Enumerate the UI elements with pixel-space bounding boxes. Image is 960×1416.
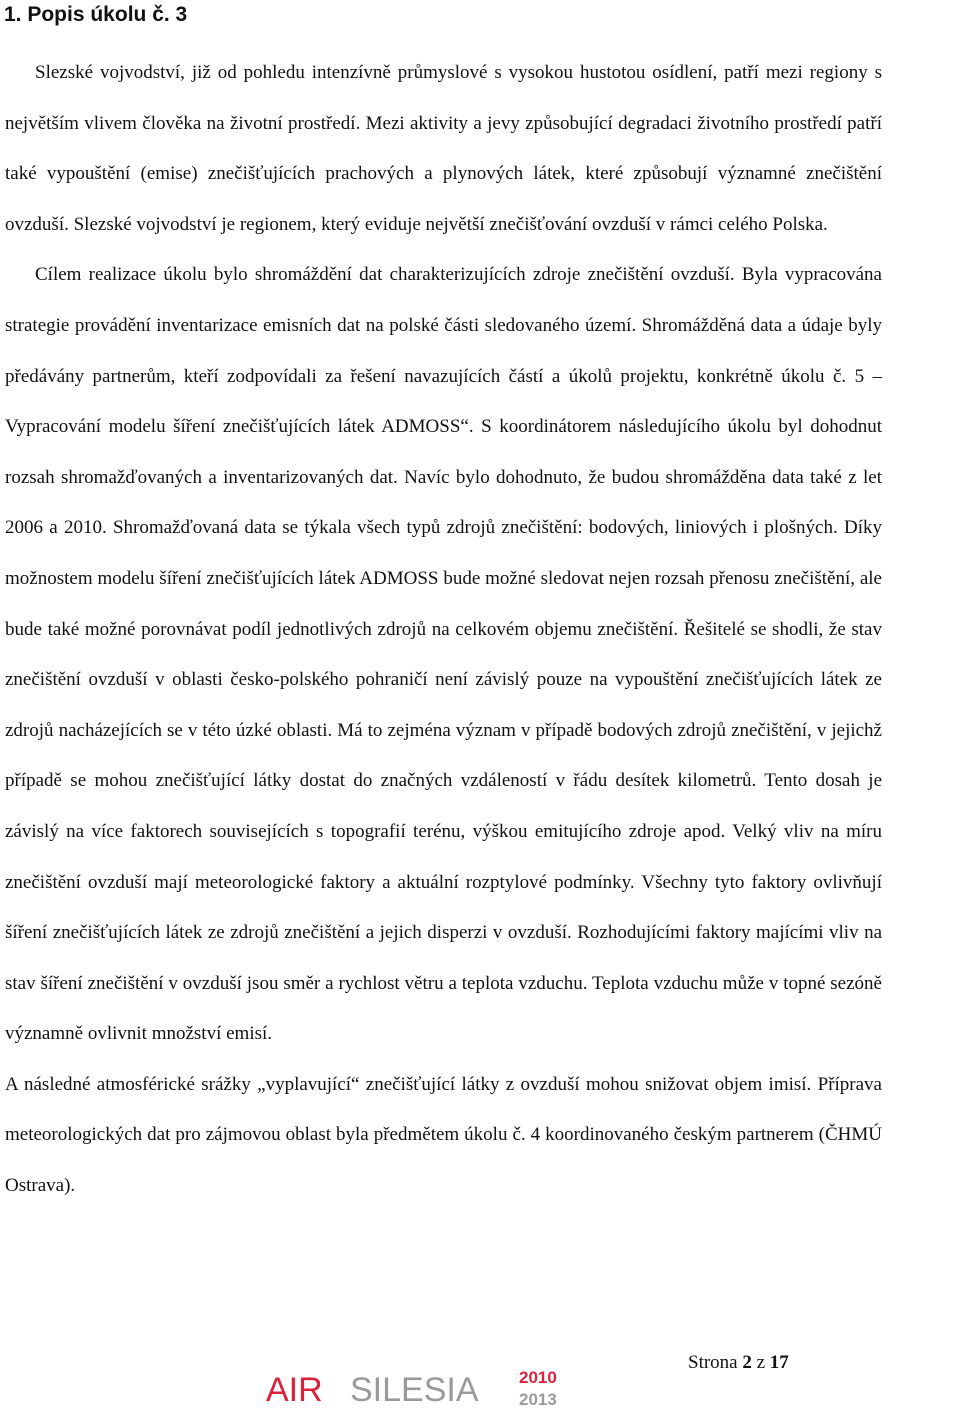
page-prefix: Strona: [688, 1352, 738, 1373]
logo-year-start: 2010: [519, 1368, 557, 1387]
section-heading: 1. Popis úkolu č. 3: [4, 3, 188, 26]
logo-year-end: 2013: [519, 1390, 557, 1409]
page-current: 2: [742, 1352, 752, 1373]
paragraph-3: A následné atmosférické srážky „vyplavující“ znečišťující látky z ovzduší mohou snižovat objem imisí. Příprava meteorologických dat pro zájmovou oblast byla předmětem úkolu č. 4 koordinovaného českým partnerem (ČHMÚ Ostrava).: [5, 1073, 882, 1197]
logo-silesia-text: SILESIA: [350, 1371, 479, 1409]
air-silesia-logo: [266, 1363, 566, 1413]
paragraph-2: Cílem realizace úkolu bylo shromáždění dat charakterizujících zdroje znečištění ovzduší. Byla vypracována strategie provádění inventarizace emisních dat na polské části sledovaného území. Shromážděná data a údaje byly předávány partnerům, kteří zodpovídali za řešení navazujících částí a úkolů projektu, konkrétně úkolu č. 5 – Vypracování modelu šíření znečišťujících látek ADMOSS“. S koordinátorem následujícího úkolu byl dohodnut rozsah shromažďovaných a inventarizovaných dat. Navíc bylo dohodnuto, že budou shromážděna data také z let 2006 a 2010. Shromažďovaná data se týkala všech typů zdrojů znečištění: bodových, liniových i plošných. Díky možnostem modelu šíření znečišťujících látek ADMOSS bude možné sledovat nejen rozsah přenosu znečištění, ale bude také možné porovnávat podíl jednotlivých zdrojů na celkovém objemu znečištění. Řešitelé se shodli, že stav znečištění ovzduší v oblasti česko-polského pohraničí není závislý pouze na vypouštění znečišťujících látek ze zdrojů nacházejících se v této úzké oblasti. Má to zejména význam v případě bodových zdrojů znečištění, v jejichž případě se mohou znečišťující látky dostat do značných vzdáleností v řádu desítek kilometrů. Tento dosah je závislý na více faktorech souvisejících s topografií terénu, výškou emitujícího zdroje apod. Velký vliv na míru znečištění ovzduší mají meteorologické faktory a aktuální rozptylové podmínky. Všechny tyto faktory ovlivňují šíření znečišťujících látek ze zdrojů znečištění a jejich disperzi v ovzduší. Rozhodujícími faktory majícími vliv na stav šíření znečištění v ovzduší jsou směr a rychlost větru a teplota vzduchu. Teplota vzduchu může v topné sezóně významně ovlivnit množství emisí.: [5, 264, 882, 1045]
page-separator: z: [756, 1352, 766, 1373]
logo-air-text: AIR: [266, 1371, 323, 1409]
document-body: [5, 48, 882, 1212]
page-total: 17: [769, 1352, 789, 1373]
page-number: [688, 1352, 789, 1374]
paragraph-1: Slezské vojvodství, již od pohledu intenzívně průmyslové s vysokou hustotou osídlení, patří mezi regiony s největším vlivem člověka na životní prostředí. Mezi aktivity a jevy způsobující degradaci životního prostředí patří také vypouštění (emise) znečišťujících prachových a plynových látek, které způsobují významné znečištění ovzduší. Slezské vojvodství je regionem, který eviduje největší znečišťování ovzduší v rámci celého Polska.: [5, 62, 882, 235]
